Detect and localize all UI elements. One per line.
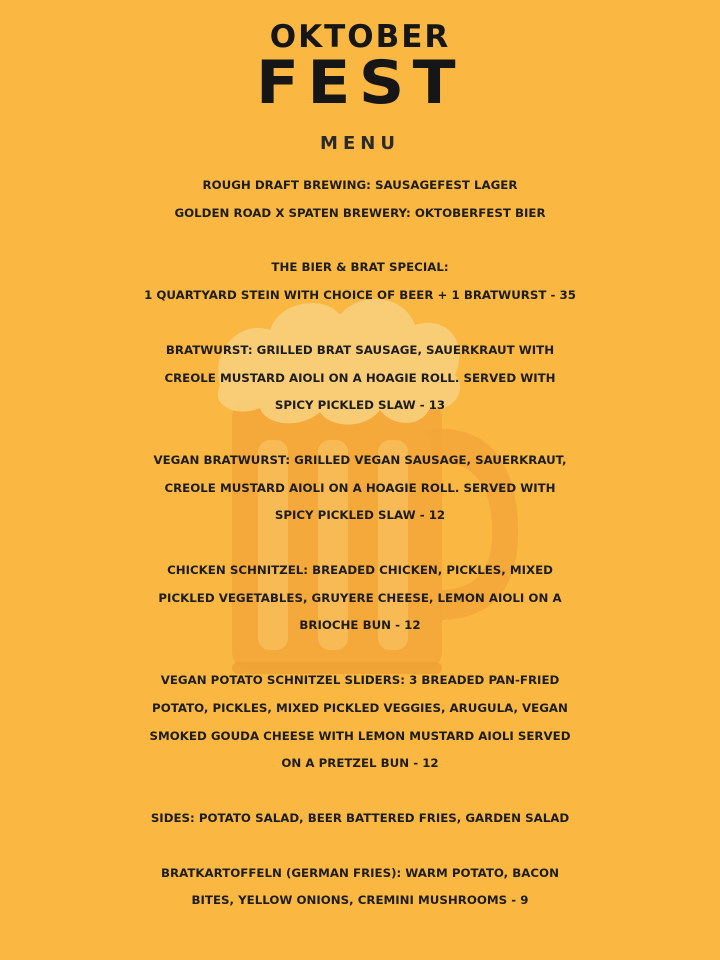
menu-heading: MENU [320, 133, 400, 154]
menu-item-sides [0, 805, 720, 833]
menu-line: SPICY PICKLED SLAW - 12 [274, 508, 446, 523]
menu-line: POTATO, PICKLES, MIXED PICKLED VEGGIES, ARUGULA, VEGAN [152, 700, 568, 715]
menu-line: VEGAN POTATO SCHNITZEL SLIDERS: 3 BREADED PAN-FRIED [160, 673, 560, 688]
menu-item-bratkartoffeln [0, 860, 720, 915]
menu-line: 1 QUARTYARD STEIN WITH CHOICE OF BEER + 1 BRATWURST - 35 [144, 288, 576, 303]
menu-item-vegan-bratwurst [0, 447, 720, 530]
menu-line: VEGAN BRATWURST: GRILLED VEGAN SAUSAGE, SAUERKRAUT, [153, 452, 567, 467]
menu-item-vegan-potato-schnitzel [0, 667, 720, 778]
menu-line: BRATKARTOFFELN (GERMAN FRIES): WARM POTATO, BACON [161, 865, 559, 880]
menu-item-beers [0, 172, 720, 227]
menu-line: BITES, YELLOW ONIONS, CREMINI MUSHROOMS - 9 [191, 893, 529, 908]
menu-line: ROUGH DRAFT BREWING: SAUSAGEFEST LAGER [202, 178, 518, 192]
menu-line: SIDES: POTATO SALAD, BEER BATTERED FRIES, GARDEN SALAD [150, 810, 570, 825]
menu-line: PICKLED VEGETABLES, GRUYERE CHEESE, LEMON AIOLI ON A [158, 590, 562, 605]
menu-item-bier-brat-special [0, 254, 720, 309]
menu-line: ON A PRETZEL BUN - 12 [281, 756, 439, 771]
menu-line: THE BIER & BRAT SPECIAL: [271, 260, 449, 275]
title-fest: FEST [255, 48, 465, 118]
menu-line: BRIOCHE BUN - 12 [299, 618, 421, 633]
menu-line: CREOLE MUSTARD AIOLI ON A HOAGIE ROLL. SERVED WITH [164, 480, 556, 495]
menu-item-chicken-schnitzel [0, 557, 720, 640]
menu-line: CREOLE MUSTARD AIOLI ON A HOAGIE ROLL. SERVED WITH [164, 370, 556, 385]
menu-line: SMOKED GOUDA CHEESE WITH LEMON MUSTARD AIOLI SERVED [149, 728, 571, 743]
menu-list [0, 172, 720, 942]
menu-item-bratwurst [0, 337, 720, 420]
title-oktober: OKTOBER [269, 19, 451, 55]
menu-line: CHICKEN SCHNITZEL: BREADED CHICKEN, PICKLES, MIXED [167, 563, 553, 578]
menu-line: GOLDEN ROAD X SPATEN BREWERY: OKTOBERFEST BIER [174, 205, 546, 220]
menu-line: BRATWURST: GRILLED BRAT SAUSAGE, SAUERKRAUT WITH [165, 342, 555, 357]
menu-line: SPICY PICKLED SLAW - 13 [274, 398, 446, 413]
